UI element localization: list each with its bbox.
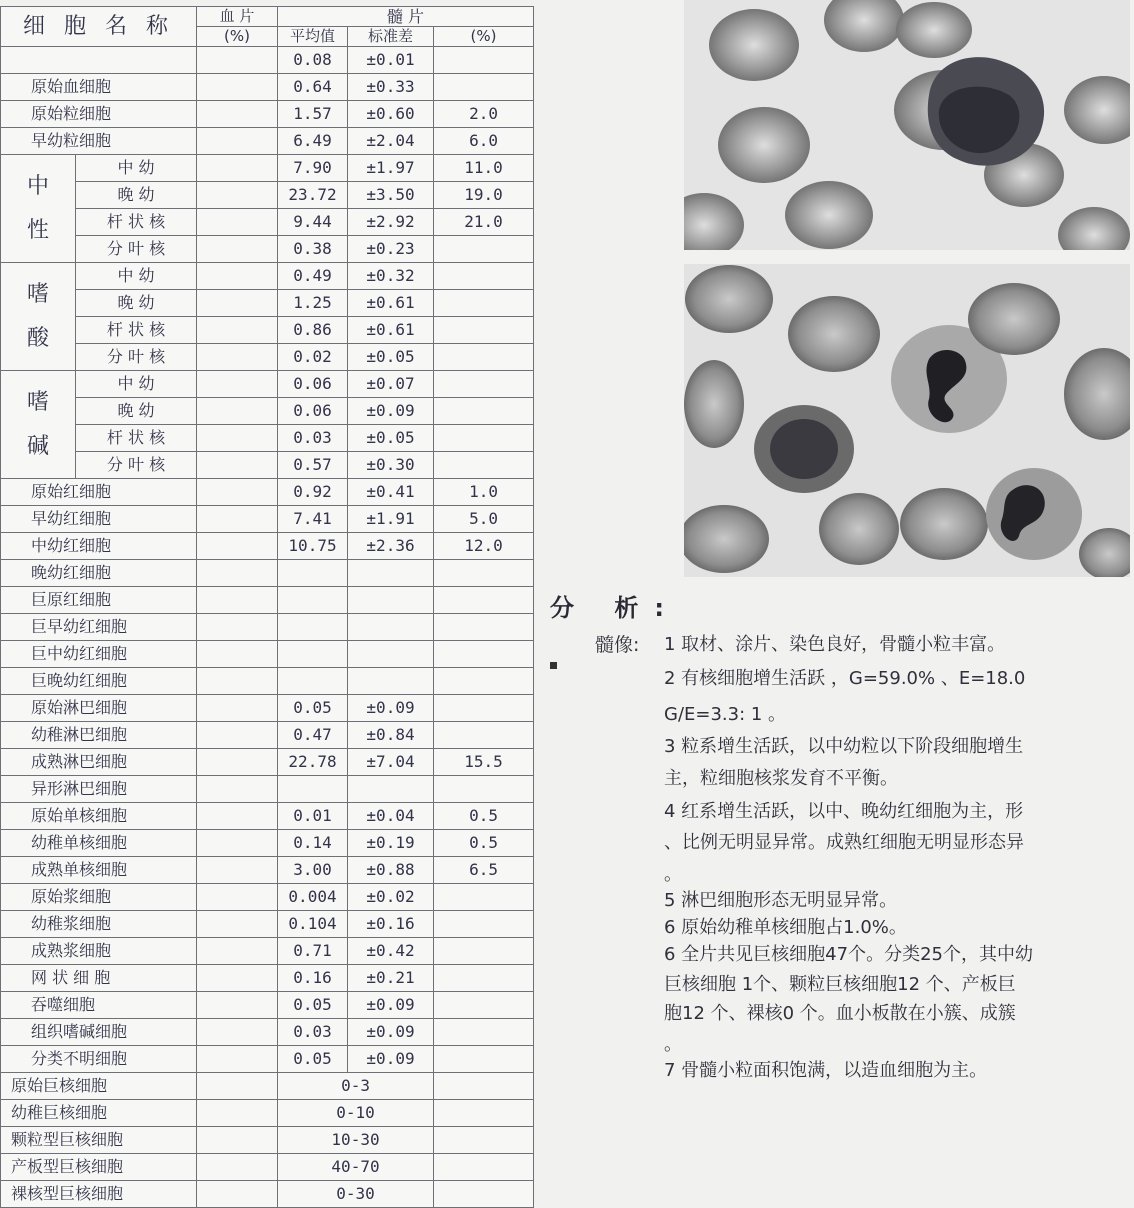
blood-pct-cell (197, 317, 278, 344)
table-row (1, 182, 534, 209)
table-row (1, 614, 534, 641)
blood-pct-cell (197, 1046, 278, 1073)
table-header-row (1, 7, 534, 27)
cell-name: 网 状 细 胞 (1, 965, 197, 992)
cell-name: 早幼粒细胞 (1, 128, 197, 155)
table-row (1, 398, 534, 425)
table-row (1, 344, 534, 371)
blood-pct-cell (197, 74, 278, 101)
table-row (1, 506, 534, 533)
blood-pct-cell (197, 101, 278, 128)
blood-pct-cell (197, 776, 278, 803)
marrow-pct-value (434, 1181, 534, 1208)
cell-name: 成熟浆细胞 (1, 938, 197, 965)
marrow-pct-value: 0.5 (434, 803, 534, 830)
stage-name: 分 叶 核 (76, 344, 197, 371)
blood-pct-cell (197, 398, 278, 425)
sd-value: ±7.04 (348, 749, 434, 776)
blood-pct-cell (197, 938, 278, 965)
sd-value: ±0.32 (348, 263, 434, 290)
analysis-line: 巨核细胞 1个、颗粒巨核细胞12 个、产板巨 (664, 974, 1016, 995)
mean-value: 0.49 (278, 263, 348, 290)
mean-value (278, 614, 348, 641)
sd-value: ±0.16 (348, 911, 434, 938)
blood-pct-cell (197, 722, 278, 749)
table-row (1, 776, 534, 803)
sd-value: ±0.07 (348, 371, 434, 398)
sd-value (348, 614, 434, 641)
mean-value: 0.64 (278, 74, 348, 101)
mean-value: 0.004 (278, 884, 348, 911)
analysis-line: 6 原始幼稚单核细胞占1.0%。 (664, 917, 907, 938)
cell-name: 产板型巨核细胞 (1, 1154, 197, 1181)
table-row (1, 749, 534, 776)
table-row (1, 290, 534, 317)
marrow-pct-value (434, 371, 534, 398)
sd-value: ±0.19 (348, 830, 434, 857)
mean-value: 0.03 (278, 425, 348, 452)
cell-name: 组织嗜碱细胞 (1, 1019, 197, 1046)
reference-range: 0-3 (278, 1073, 434, 1100)
analysis-line: 主，粒细胞核浆发育不平衡。 (664, 768, 898, 789)
blood-pct-cell (197, 344, 278, 371)
table-row (1, 1073, 534, 1100)
cell-name: 晚幼红细胞 (1, 560, 197, 587)
table-row (1, 830, 534, 857)
group-label: 嗜 碱 (1, 371, 76, 479)
marrow-pct-value (434, 668, 534, 695)
blood-pct-cell (197, 452, 278, 479)
mean-value: 1.57 (278, 101, 348, 128)
cell-name: 幼稚淋巴细胞 (1, 722, 197, 749)
marrow-pct-value (434, 965, 534, 992)
blood-pct-cell (197, 587, 278, 614)
mean-value (278, 587, 348, 614)
blood-smear-photo-top (684, 0, 1130, 250)
header-cell-name: 细 胞 名 称 (1, 7, 197, 47)
cell-name: 原始巨核细胞 (1, 1073, 197, 1100)
header-mean: 平均值 (278, 27, 348, 47)
mean-value: 0.86 (278, 317, 348, 344)
blood-pct-cell (197, 533, 278, 560)
table-row (1, 479, 534, 506)
marrow-pct-value (434, 695, 534, 722)
marrow-pct-value: 2.0 (434, 101, 534, 128)
sd-value: ±0.05 (348, 344, 434, 371)
table-row (1, 857, 534, 884)
cell-name: 中幼红细胞 (1, 533, 197, 560)
table-row (1, 1100, 534, 1127)
cell-name: 巨原红细胞 (1, 587, 197, 614)
sd-value (348, 587, 434, 614)
cell-name (1, 47, 197, 74)
cell-name: 原始浆细胞 (1, 884, 197, 911)
cell-name: 原始粒细胞 (1, 101, 197, 128)
marrow-pct-value: 6.5 (434, 857, 534, 884)
sd-value: ±0.02 (348, 884, 434, 911)
marrow-pct-value (434, 1046, 534, 1073)
sd-value: ±0.33 (348, 74, 434, 101)
mean-value: 1.25 (278, 290, 348, 317)
table-row (1, 128, 534, 155)
marrow-pct-value (434, 614, 534, 641)
mean-value (278, 776, 348, 803)
sd-value: ±0.88 (348, 857, 434, 884)
mean-value: 0.08 (278, 47, 348, 74)
reference-range: 10-30 (278, 1127, 434, 1154)
cell-name: 原始血细胞 (1, 74, 197, 101)
table-row (1, 1046, 534, 1073)
table-row (1, 74, 534, 101)
table-row (1, 317, 534, 344)
blood-pct-cell (197, 290, 278, 317)
sd-value: ±0.61 (348, 290, 434, 317)
group-label: 中 性 (1, 155, 76, 263)
stage-name: 中 幼 (76, 371, 197, 398)
table-row (1, 533, 534, 560)
analysis-line: 5 淋巴细胞形态无明显异常。 (664, 890, 898, 911)
marrow-pct-value (434, 398, 534, 425)
table-row (1, 1181, 534, 1208)
stage-name: 中 幼 (76, 263, 197, 290)
sd-value: ±0.61 (348, 317, 434, 344)
sd-value (348, 776, 434, 803)
cell-name: 成熟单核细胞 (1, 857, 197, 884)
blood-pct-cell (197, 1100, 278, 1127)
sd-value: ±0.60 (348, 101, 434, 128)
blood-pct-cell (197, 884, 278, 911)
table-row (1, 938, 534, 965)
marrow-pct-value: 0.5 (434, 830, 534, 857)
stage-name: 分 叶 核 (76, 236, 197, 263)
table-row (1, 209, 534, 236)
cell-name: 早幼红细胞 (1, 506, 197, 533)
table-row (1, 641, 534, 668)
analysis-line: 。 (664, 864, 682, 885)
mean-value: 0.14 (278, 830, 348, 857)
table-row (1, 992, 534, 1019)
analysis-line: 、比例无明显异常。成熟红细胞无明显形态异 (664, 832, 1024, 853)
mean-value: 22.78 (278, 749, 348, 776)
marrow-pct-value: 15.5 (434, 749, 534, 776)
blood-pct-cell (197, 1019, 278, 1046)
blood-pct-cell (197, 695, 278, 722)
sd-value: ±0.05 (348, 425, 434, 452)
table-body (1, 7, 534, 1208)
header-marrow-pct: (%) (434, 27, 534, 47)
marrow-picture-label: 髓像: (595, 634, 640, 656)
cell-name: 裸核型巨核细胞 (1, 1181, 197, 1208)
blood-pct-cell (197, 614, 278, 641)
blood-pct-cell (197, 1073, 278, 1100)
sd-value (348, 668, 434, 695)
analysis-line: 7 骨髓小粒面积饱满，以造血细胞为主。 (664, 1060, 988, 1081)
reference-range: 40-70 (278, 1154, 434, 1181)
table-row (1, 155, 534, 182)
marrow-pct-value (434, 317, 534, 344)
marrow-pct-value (434, 911, 534, 938)
marrow-pct-value (434, 641, 534, 668)
sd-value: ±0.09 (348, 992, 434, 1019)
stage-name: 杆 状 核 (76, 425, 197, 452)
mean-value: 0.06 (278, 371, 348, 398)
group-label: 嗜 酸 (1, 263, 76, 371)
mean-value: 0.03 (278, 1019, 348, 1046)
blood-pct-cell (197, 263, 278, 290)
marrow-pct-value (434, 47, 534, 74)
sd-value: ±0.21 (348, 965, 434, 992)
cell-name: 异形淋巴细胞 (1, 776, 197, 803)
blood-pct-cell (197, 803, 278, 830)
marrow-pct-value (434, 452, 534, 479)
cell-name: 颗粒型巨核细胞 (1, 1127, 197, 1154)
stage-name: 中 幼 (76, 155, 197, 182)
marrow-pct-value (434, 1127, 534, 1154)
blood-pct-cell (197, 857, 278, 884)
cell-name: 吞噬细胞 (1, 992, 197, 1019)
analysis-section (550, 588, 1134, 1108)
table-row (1, 452, 534, 479)
sd-value: ±0.23 (348, 236, 434, 263)
sd-value: ±0.30 (348, 452, 434, 479)
mean-value: 7.90 (278, 155, 348, 182)
sd-value: ±0.09 (348, 1046, 434, 1073)
marrow-pct-value (434, 992, 534, 1019)
mean-value: 10.75 (278, 533, 348, 560)
table-row (1, 371, 534, 398)
blood-pct-cell (197, 641, 278, 668)
blood-pct-cell (197, 155, 278, 182)
cell-name: 巨中幼红细胞 (1, 641, 197, 668)
sd-value (348, 560, 434, 587)
analysis-line: 6 全片共见巨核细胞47个。分类25个，其中幼 (664, 944, 1033, 965)
marrow-pct-value (434, 1073, 534, 1100)
header-sd: 标准差 (348, 27, 434, 47)
mean-value: 0.16 (278, 965, 348, 992)
table-row (1, 1127, 534, 1154)
table-row (1, 965, 534, 992)
marrow-pct-value (434, 722, 534, 749)
sd-value: ±1.91 (348, 506, 434, 533)
blood-pct-cell (197, 911, 278, 938)
cell-name: 巨晚幼红细胞 (1, 668, 197, 695)
stage-name: 晚 幼 (76, 398, 197, 425)
marrow-pct-value: 12.0 (434, 533, 534, 560)
cell-name: 原始红细胞 (1, 479, 197, 506)
marrow-pct-value: 6.0 (434, 128, 534, 155)
marrow-pct-value: 19.0 (434, 182, 534, 209)
blood-pct-cell (197, 668, 278, 695)
table-row (1, 884, 534, 911)
marrow-pct-value (434, 1154, 534, 1181)
blood-pct-cell (197, 506, 278, 533)
table-row (1, 101, 534, 128)
header-marrow-smear: 髓 片 (278, 7, 534, 27)
stage-name: 晚 幼 (76, 182, 197, 209)
table-row (1, 722, 534, 749)
stage-name: 晚 幼 (76, 290, 197, 317)
analysis-line: 。 (664, 1034, 682, 1055)
marrow-pct-value (434, 344, 534, 371)
sd-value: ±0.09 (348, 398, 434, 425)
cell-name: 原始淋巴细胞 (1, 695, 197, 722)
mean-value: 7.41 (278, 506, 348, 533)
bone-marrow-report-table (0, 6, 534, 1208)
table-row (1, 668, 534, 695)
blood-pct-cell (197, 128, 278, 155)
mean-value: 0.05 (278, 695, 348, 722)
cell-name: 幼稚单核细胞 (1, 830, 197, 857)
table-row (1, 911, 534, 938)
sd-value (348, 641, 434, 668)
marrow-pct-value (434, 560, 534, 587)
blood-pct-cell (197, 560, 278, 587)
sd-value: ±0.04 (348, 803, 434, 830)
mean-value: 0.05 (278, 1046, 348, 1073)
mean-value: 0.38 (278, 236, 348, 263)
blood-pct-cell (197, 425, 278, 452)
reference-range: 0-10 (278, 1100, 434, 1127)
table-row (1, 803, 534, 830)
analysis-line: 2 有核细胞增生活跃 ，G=59.0% 、E=18.0 (664, 668, 1026, 689)
mean-value (278, 560, 348, 587)
mean-value: 0.57 (278, 452, 348, 479)
table-row (1, 263, 534, 290)
blood-pct-cell (197, 209, 278, 236)
analysis-line: G/E=3.3: 1 。 (664, 704, 787, 725)
marrow-pct-value (434, 884, 534, 911)
cell-name: 幼稚巨核细胞 (1, 1100, 197, 1127)
analysis-line: 4 红系增生活跃，以中、晚幼红细胞为主，形 (664, 801, 1024, 822)
analysis-line: 胞12 个、裸核0 个。血小板散在小簇、成簇 (664, 1003, 1016, 1024)
blood-pct-cell (197, 479, 278, 506)
table-row (1, 695, 534, 722)
blood-pct-cell (197, 1181, 278, 1208)
marrow-pct-value (434, 290, 534, 317)
mean-value: 23.72 (278, 182, 348, 209)
sd-value: ±1.97 (348, 155, 434, 182)
blood-pct-cell (197, 749, 278, 776)
mean-value: 0.02 (278, 344, 348, 371)
cell-name: 成熟淋巴细胞 (1, 749, 197, 776)
reference-range: 0-30 (278, 1181, 434, 1208)
sd-value: ±0.09 (348, 695, 434, 722)
mean-value: 0.05 (278, 992, 348, 1019)
marrow-pct-value (434, 263, 534, 290)
marrow-pct-value (434, 74, 534, 101)
blood-pct-cell (197, 1127, 278, 1154)
marrow-pct-value: 5.0 (434, 506, 534, 533)
blood-pct-cell (197, 830, 278, 857)
analysis-line: 3 粒系增生活跃，以中幼粒以下阶段细胞增生 (664, 736, 1024, 757)
marrow-pct-value (434, 938, 534, 965)
analysis-line: 1 取材、涂片、染色良好，骨髓小粒丰富。 (664, 634, 1006, 655)
stage-name: 杆 状 核 (76, 209, 197, 236)
mean-value: 9.44 (278, 209, 348, 236)
blood-pct-cell (197, 371, 278, 398)
cell-name: 巨早幼红细胞 (1, 614, 197, 641)
table-row (1, 560, 534, 587)
stage-name: 杆 状 核 (76, 317, 197, 344)
blood-smear-photo-bottom (684, 264, 1130, 577)
sd-value: ±0.09 (348, 1019, 434, 1046)
table-row (1, 425, 534, 452)
marrow-pct-value (434, 425, 534, 452)
blood-pct-cell (197, 965, 278, 992)
marrow-pct-value (434, 1100, 534, 1127)
marrow-pct-value (434, 236, 534, 263)
sd-value: ±3.50 (348, 182, 434, 209)
sd-value: ±0.41 (348, 479, 434, 506)
table-row (1, 587, 534, 614)
blood-pct-cell (197, 182, 278, 209)
marrow-pct-value (434, 776, 534, 803)
bullet-marker (550, 662, 557, 669)
cell-name: 幼稚浆细胞 (1, 911, 197, 938)
table-row (1, 236, 534, 263)
sd-value: ±0.42 (348, 938, 434, 965)
sd-value: ±0.84 (348, 722, 434, 749)
marrow-pct-value (434, 1019, 534, 1046)
marrow-pct-value: 21.0 (434, 209, 534, 236)
cell-name: 分类不明细胞 (1, 1046, 197, 1073)
cell-name: 原始单核细胞 (1, 803, 197, 830)
table-row (1, 47, 534, 74)
marrow-pct-value: 1.0 (434, 479, 534, 506)
mean-value: 6.49 (278, 128, 348, 155)
mean-value: 0.47 (278, 722, 348, 749)
mean-value: 3.00 (278, 857, 348, 884)
table-row (1, 1019, 534, 1046)
blood-pct-cell (197, 992, 278, 1019)
header-blood-smear-unit: (%) (197, 27, 278, 47)
header-blood-smear: 血 片 (197, 7, 278, 27)
sd-value: ±0.01 (348, 47, 434, 74)
mean-value (278, 641, 348, 668)
mean-value (278, 668, 348, 695)
sd-value: ±2.92 (348, 209, 434, 236)
mean-value: 0.01 (278, 803, 348, 830)
analysis-heading: 分 析: (550, 594, 680, 622)
sd-value: ±2.36 (348, 533, 434, 560)
mean-value: 0.71 (278, 938, 348, 965)
marrow-pct-value (434, 587, 534, 614)
blood-pct-cell (197, 236, 278, 263)
marrow-pct-value: 11.0 (434, 155, 534, 182)
stage-name: 分 叶 核 (76, 452, 197, 479)
mean-value: 0.104 (278, 911, 348, 938)
blood-pct-cell (197, 1154, 278, 1181)
mean-value: 0.92 (278, 479, 348, 506)
mean-value: 0.06 (278, 398, 348, 425)
blood-pct-cell (197, 47, 278, 74)
table-row (1, 1154, 534, 1181)
sd-value: ±2.04 (348, 128, 434, 155)
